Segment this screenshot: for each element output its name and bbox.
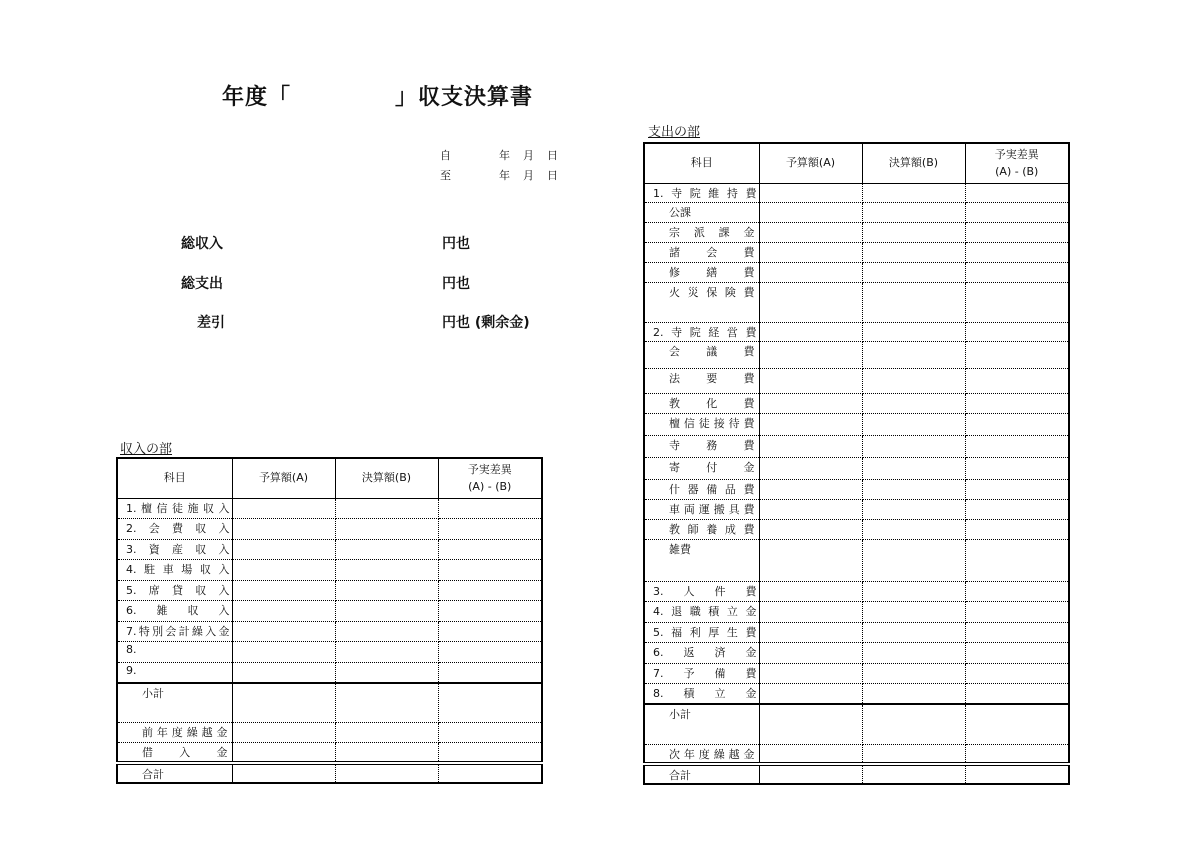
row-subject (644, 435, 759, 457)
diff-cell[interactable] (965, 262, 1069, 282)
row-subject (644, 413, 759, 435)
period-from-month: 月 (523, 149, 534, 162)
row-subject-label: 8. (126, 643, 137, 656)
row-subject (117, 601, 232, 622)
table-row (644, 519, 1069, 539)
table-row (644, 413, 1069, 435)
period-to-label: 至 (440, 169, 451, 182)
actual-cell[interactable] (335, 580, 438, 601)
diff-cell[interactable] (438, 601, 542, 622)
row-subject-label: 公課 (669, 206, 691, 219)
row-subject-label: 諸会費 (669, 245, 755, 259)
row-subject (644, 341, 759, 368)
diff-cell[interactable] (965, 704, 1069, 744)
actual-cell[interactable] (862, 539, 965, 581)
actual-cell[interactable] (862, 764, 965, 784)
budget-cell[interactable] (232, 560, 335, 581)
income-table (116, 457, 543, 784)
table-row (117, 743, 542, 763)
diff-cell[interactable] (965, 282, 1069, 322)
diff-cell[interactable] (438, 683, 542, 723)
table-row (644, 622, 1069, 643)
title-suffix: 」収支決算書 (395, 85, 534, 110)
row-subject-label: 借入金 (142, 746, 228, 759)
table-row (117, 498, 542, 519)
budget-cell[interactable] (759, 581, 862, 602)
table-row (644, 457, 1069, 479)
diff-cell[interactable] (965, 663, 1069, 684)
table-row (644, 203, 1069, 223)
balance-label: 差引 (197, 315, 225, 331)
table-row (644, 393, 1069, 413)
document-title (222, 80, 533, 111)
actual-cell[interactable] (862, 322, 965, 341)
diff-cell[interactable] (965, 519, 1069, 539)
row-subject (644, 368, 759, 393)
actual-cell[interactable] (335, 601, 438, 622)
row-subject (644, 581, 759, 602)
actual-cell[interactable] (862, 341, 965, 368)
actual-cell[interactable] (862, 222, 965, 242)
diff-cell[interactable] (965, 581, 1069, 602)
period-to-month: 月 (523, 169, 534, 182)
table-row (644, 643, 1069, 664)
row-subject-label: 寺務費 (669, 438, 755, 452)
col-budget: 予算額(A) (759, 143, 862, 183)
col-subject: 科目 (644, 143, 759, 183)
row-subject (644, 457, 759, 479)
row-subject-label: 宗派課金 (669, 225, 755, 239)
period-to-year: 年 (499, 169, 510, 182)
row-subject-label: 次年度繰越金 (669, 747, 755, 761)
diff-cell[interactable] (965, 222, 1069, 242)
row-subject-label: 小計 (669, 708, 691, 721)
row-subject (644, 764, 759, 784)
diff-cell[interactable] (965, 602, 1069, 623)
row-subject (644, 704, 759, 744)
table-row (644, 341, 1069, 368)
total-expense-unit: 円也 (442, 276, 470, 292)
row-subject-label: 法要費 (669, 371, 755, 385)
actual-cell[interactable] (862, 413, 965, 435)
table-row (117, 621, 542, 642)
diff-cell[interactable] (438, 723, 542, 743)
actual-cell[interactable] (862, 368, 965, 393)
table-row (644, 499, 1069, 519)
row-subject-label: 3.資産収入 (126, 542, 230, 556)
budget-cell[interactable] (232, 743, 335, 763)
row-subject (644, 183, 759, 203)
actual-cell[interactable] (335, 743, 438, 763)
row-subject-label: 檀信徒接待費 (669, 416, 755, 430)
table-row (644, 764, 1069, 784)
budget-cell[interactable] (759, 602, 862, 623)
row-subject-label: 3.人件費 (653, 584, 757, 598)
period-from-label: 自 (440, 149, 451, 162)
budget-cell[interactable] (759, 704, 862, 744)
actual-cell[interactable] (862, 643, 965, 664)
budget-cell[interactable] (759, 322, 862, 341)
budget-cell[interactable] (232, 621, 335, 642)
budget-cell[interactable] (759, 622, 862, 643)
row-subject (117, 539, 232, 560)
actual-cell[interactable] (862, 704, 965, 744)
row-subject (117, 621, 232, 642)
budget-cell[interactable] (759, 519, 862, 539)
row-subject (644, 499, 759, 519)
period-from-day: 日 (547, 149, 558, 162)
actual-cell[interactable] (335, 683, 438, 723)
row-subject-label: 7.予備費 (653, 666, 757, 680)
row-subject-label: 9. (126, 663, 137, 677)
table-row (644, 744, 1069, 764)
actual-cell[interactable] (862, 183, 965, 203)
row-subject-label: 6.雑収入 (126, 604, 230, 617)
table-row (117, 560, 542, 581)
total-income-unit: 円也 (442, 236, 470, 252)
col-diff: 予実差異 (A) - (B) (965, 143, 1069, 183)
row-subject (117, 763, 232, 783)
table-row (644, 684, 1069, 705)
table-row (644, 262, 1069, 282)
budget-cell[interactable] (759, 457, 862, 479)
diff-cell[interactable] (965, 643, 1069, 664)
row-subject-label: 2.寺院経営費 (653, 325, 757, 339)
diff-cell[interactable] (965, 622, 1069, 643)
col-budget: 予算額(A) (232, 458, 335, 498)
budget-cell[interactable] (759, 203, 862, 223)
table-row (117, 662, 542, 683)
diff-cell[interactable] (965, 435, 1069, 457)
row-subject-label: 火災保険費 (669, 285, 755, 299)
table-row (644, 581, 1069, 602)
row-subject-label: 合計 (142, 767, 164, 781)
actual-cell[interactable] (862, 203, 965, 223)
row-subject-label: 前年度繰越金 (142, 726, 228, 739)
budget-cell[interactable] (759, 643, 862, 664)
budget-cell[interactable] (759, 341, 862, 368)
budget-cell[interactable] (759, 262, 862, 282)
table-row (644, 602, 1069, 623)
diff-cell[interactable] (438, 498, 542, 519)
diff-cell[interactable] (965, 744, 1069, 764)
row-subject-label: 車両運搬具費 (669, 502, 755, 516)
budget-cell[interactable] (232, 498, 335, 519)
table-row (644, 435, 1069, 457)
actual-cell[interactable] (862, 479, 965, 499)
budget-cell[interactable] (232, 601, 335, 622)
diff-cell[interactable] (965, 457, 1069, 479)
diff-cell[interactable] (965, 242, 1069, 262)
expense-heading: 支出の部 (648, 125, 701, 140)
diff-cell[interactable] (965, 413, 1069, 435)
actual-cell[interactable] (335, 519, 438, 540)
actual-cell[interactable] (335, 662, 438, 683)
actual-cell[interactable] (335, 560, 438, 581)
row-subject (644, 322, 759, 341)
row-subject (117, 683, 232, 723)
budget-cell[interactable] (232, 580, 335, 601)
budget-cell[interactable] (232, 723, 335, 743)
table-row (644, 222, 1069, 242)
row-subject-label: 8.積立金 (653, 687, 757, 700)
table-row (644, 282, 1069, 322)
row-subject-label: 1.檀信徒施収入 (126, 501, 230, 515)
table-row (644, 183, 1069, 203)
actual-cell[interactable] (862, 622, 965, 643)
row-subject (644, 663, 759, 684)
table-row (644, 663, 1069, 684)
row-subject (644, 622, 759, 643)
actual-cell[interactable] (335, 621, 438, 642)
row-subject (117, 743, 232, 763)
row-subject-label: 2.会費収入 (126, 522, 230, 535)
balance-unit: 円也 (剰余金) (442, 315, 530, 331)
diff-cell[interactable] (438, 743, 542, 763)
col-actual: 決算額(B) (862, 143, 965, 183)
table-row (117, 642, 542, 663)
row-subject-label: 会議費 (669, 344, 755, 358)
row-subject (644, 282, 759, 322)
expense-table (643, 142, 1070, 785)
row-subject (644, 262, 759, 282)
diff-cell[interactable] (965, 393, 1069, 413)
diff-cell[interactable] (438, 519, 542, 540)
col-actual: 決算額(B) (335, 458, 438, 498)
budget-cell[interactable] (759, 744, 862, 764)
diff-cell[interactable] (438, 621, 542, 642)
actual-cell[interactable] (862, 393, 965, 413)
period-to-day: 日 (547, 169, 558, 182)
actual-cell[interactable] (862, 262, 965, 282)
table-row (117, 723, 542, 743)
row-subject (644, 519, 759, 539)
actual-cell[interactable] (335, 539, 438, 560)
row-subject (117, 723, 232, 743)
table-row (117, 539, 542, 560)
table-row (644, 479, 1069, 499)
table-row (117, 519, 542, 540)
table-row (644, 322, 1069, 341)
table-row (644, 242, 1069, 262)
total-income-label: 総収入 (181, 236, 223, 252)
actual-cell[interactable] (862, 499, 965, 519)
budget-cell[interactable] (759, 183, 862, 203)
income-heading: 収入の部 (120, 442, 173, 457)
budget-cell[interactable] (232, 763, 335, 783)
row-subject-label: 5.福利厚生費 (653, 625, 757, 639)
actual-cell[interactable] (335, 642, 438, 663)
budget-cell[interactable] (759, 663, 862, 684)
row-subject (644, 744, 759, 764)
actual-cell[interactable] (862, 457, 965, 479)
budget-cell[interactable] (759, 479, 862, 499)
actual-cell[interactable] (862, 282, 965, 322)
actual-cell[interactable] (862, 684, 965, 705)
row-subject-label: 雑費 (669, 542, 691, 556)
title-prefix: 年度「 (222, 85, 292, 110)
actual-cell[interactable] (335, 723, 438, 743)
row-subject-label: 合計 (669, 769, 691, 782)
diff-cell[interactable] (965, 341, 1069, 368)
row-subject-label: 4.退職積立金 (653, 605, 757, 618)
budget-cell[interactable] (759, 282, 862, 322)
diff-cell[interactable] (965, 368, 1069, 393)
row-subject-label: 教化費 (669, 396, 755, 410)
budget-cell[interactable] (232, 683, 335, 723)
diff-cell[interactable] (438, 580, 542, 601)
actual-cell[interactable] (862, 581, 965, 602)
row-subject (644, 684, 759, 705)
diff-cell[interactable] (965, 479, 1069, 499)
total-expense-label: 総支出 (181, 276, 223, 292)
budget-cell[interactable] (759, 368, 862, 393)
diff-cell[interactable] (965, 684, 1069, 705)
budget-cell[interactable] (759, 539, 862, 581)
row-subject (644, 643, 759, 664)
row-subject-label: 5.席貸収入 (126, 583, 230, 597)
budget-cell[interactable] (232, 539, 335, 560)
budget-cell[interactable] (759, 499, 862, 519)
row-subject (117, 580, 232, 601)
actual-cell[interactable] (862, 744, 965, 764)
diff-cell[interactable] (438, 763, 542, 783)
table-row (644, 539, 1069, 581)
row-subject-label: 修繕費 (669, 265, 755, 279)
row-subject (644, 602, 759, 623)
diff-cell[interactable] (438, 642, 542, 663)
budget-cell[interactable] (759, 393, 862, 413)
diff-cell[interactable] (438, 662, 542, 683)
table-row (117, 763, 542, 783)
diff-cell[interactable] (965, 322, 1069, 341)
period-from-year: 年 (499, 149, 510, 162)
diff-cell[interactable] (438, 560, 542, 581)
table-row (117, 601, 542, 622)
budget-cell[interactable] (759, 684, 862, 705)
actual-cell[interactable] (335, 763, 438, 783)
actual-cell[interactable] (862, 242, 965, 262)
diff-cell[interactable] (965, 203, 1069, 223)
row-subject (117, 498, 232, 519)
row-subject (644, 222, 759, 242)
table-row (117, 580, 542, 601)
budget-cell[interactable] (232, 519, 335, 540)
budget-cell[interactable] (759, 413, 862, 435)
row-subject-label: 寄付金 (669, 460, 755, 474)
diff-cell[interactable] (438, 539, 542, 560)
table-row (644, 704, 1069, 744)
row-subject-label: 6.返済金 (653, 646, 757, 659)
actual-cell[interactable] (862, 663, 965, 684)
row-subject (117, 642, 232, 663)
diff-cell[interactable] (965, 499, 1069, 519)
row-subject (644, 479, 759, 499)
row-subject (644, 242, 759, 262)
row-subject (117, 519, 232, 540)
row-subject-label: 4.駐車場収入 (126, 563, 230, 576)
row-subject-label: 教師養成費 (669, 522, 755, 536)
budget-cell[interactable] (759, 222, 862, 242)
row-subject (117, 560, 232, 581)
row-subject (644, 203, 759, 223)
budget-cell[interactable] (759, 764, 862, 784)
budget-cell[interactable] (232, 662, 335, 683)
actual-cell[interactable] (862, 519, 965, 539)
actual-cell[interactable] (862, 602, 965, 623)
row-subject-label: 什器備品費 (669, 482, 755, 496)
diff-cell[interactable] (965, 764, 1069, 784)
col-diff: 予実差異 (A) - (B) (438, 458, 542, 498)
budget-cell[interactable] (759, 435, 862, 457)
budget-cell[interactable] (232, 642, 335, 663)
row-subject (644, 393, 759, 413)
table-row (117, 683, 542, 723)
budget-cell[interactable] (759, 242, 862, 262)
diff-cell[interactable] (965, 183, 1069, 203)
actual-cell[interactable] (335, 498, 438, 519)
actual-cell[interactable] (862, 435, 965, 457)
diff-cell[interactable] (965, 539, 1069, 581)
row-subject-label: 7.特別会計繰入金 (126, 624, 230, 638)
row-subject-label: 小計 (142, 686, 164, 700)
col-subject: 科目 (117, 458, 232, 498)
table-row (644, 368, 1069, 393)
row-subject (644, 539, 759, 581)
row-subject (117, 662, 232, 683)
row-subject-label: 1.寺院維持費 (653, 186, 757, 200)
